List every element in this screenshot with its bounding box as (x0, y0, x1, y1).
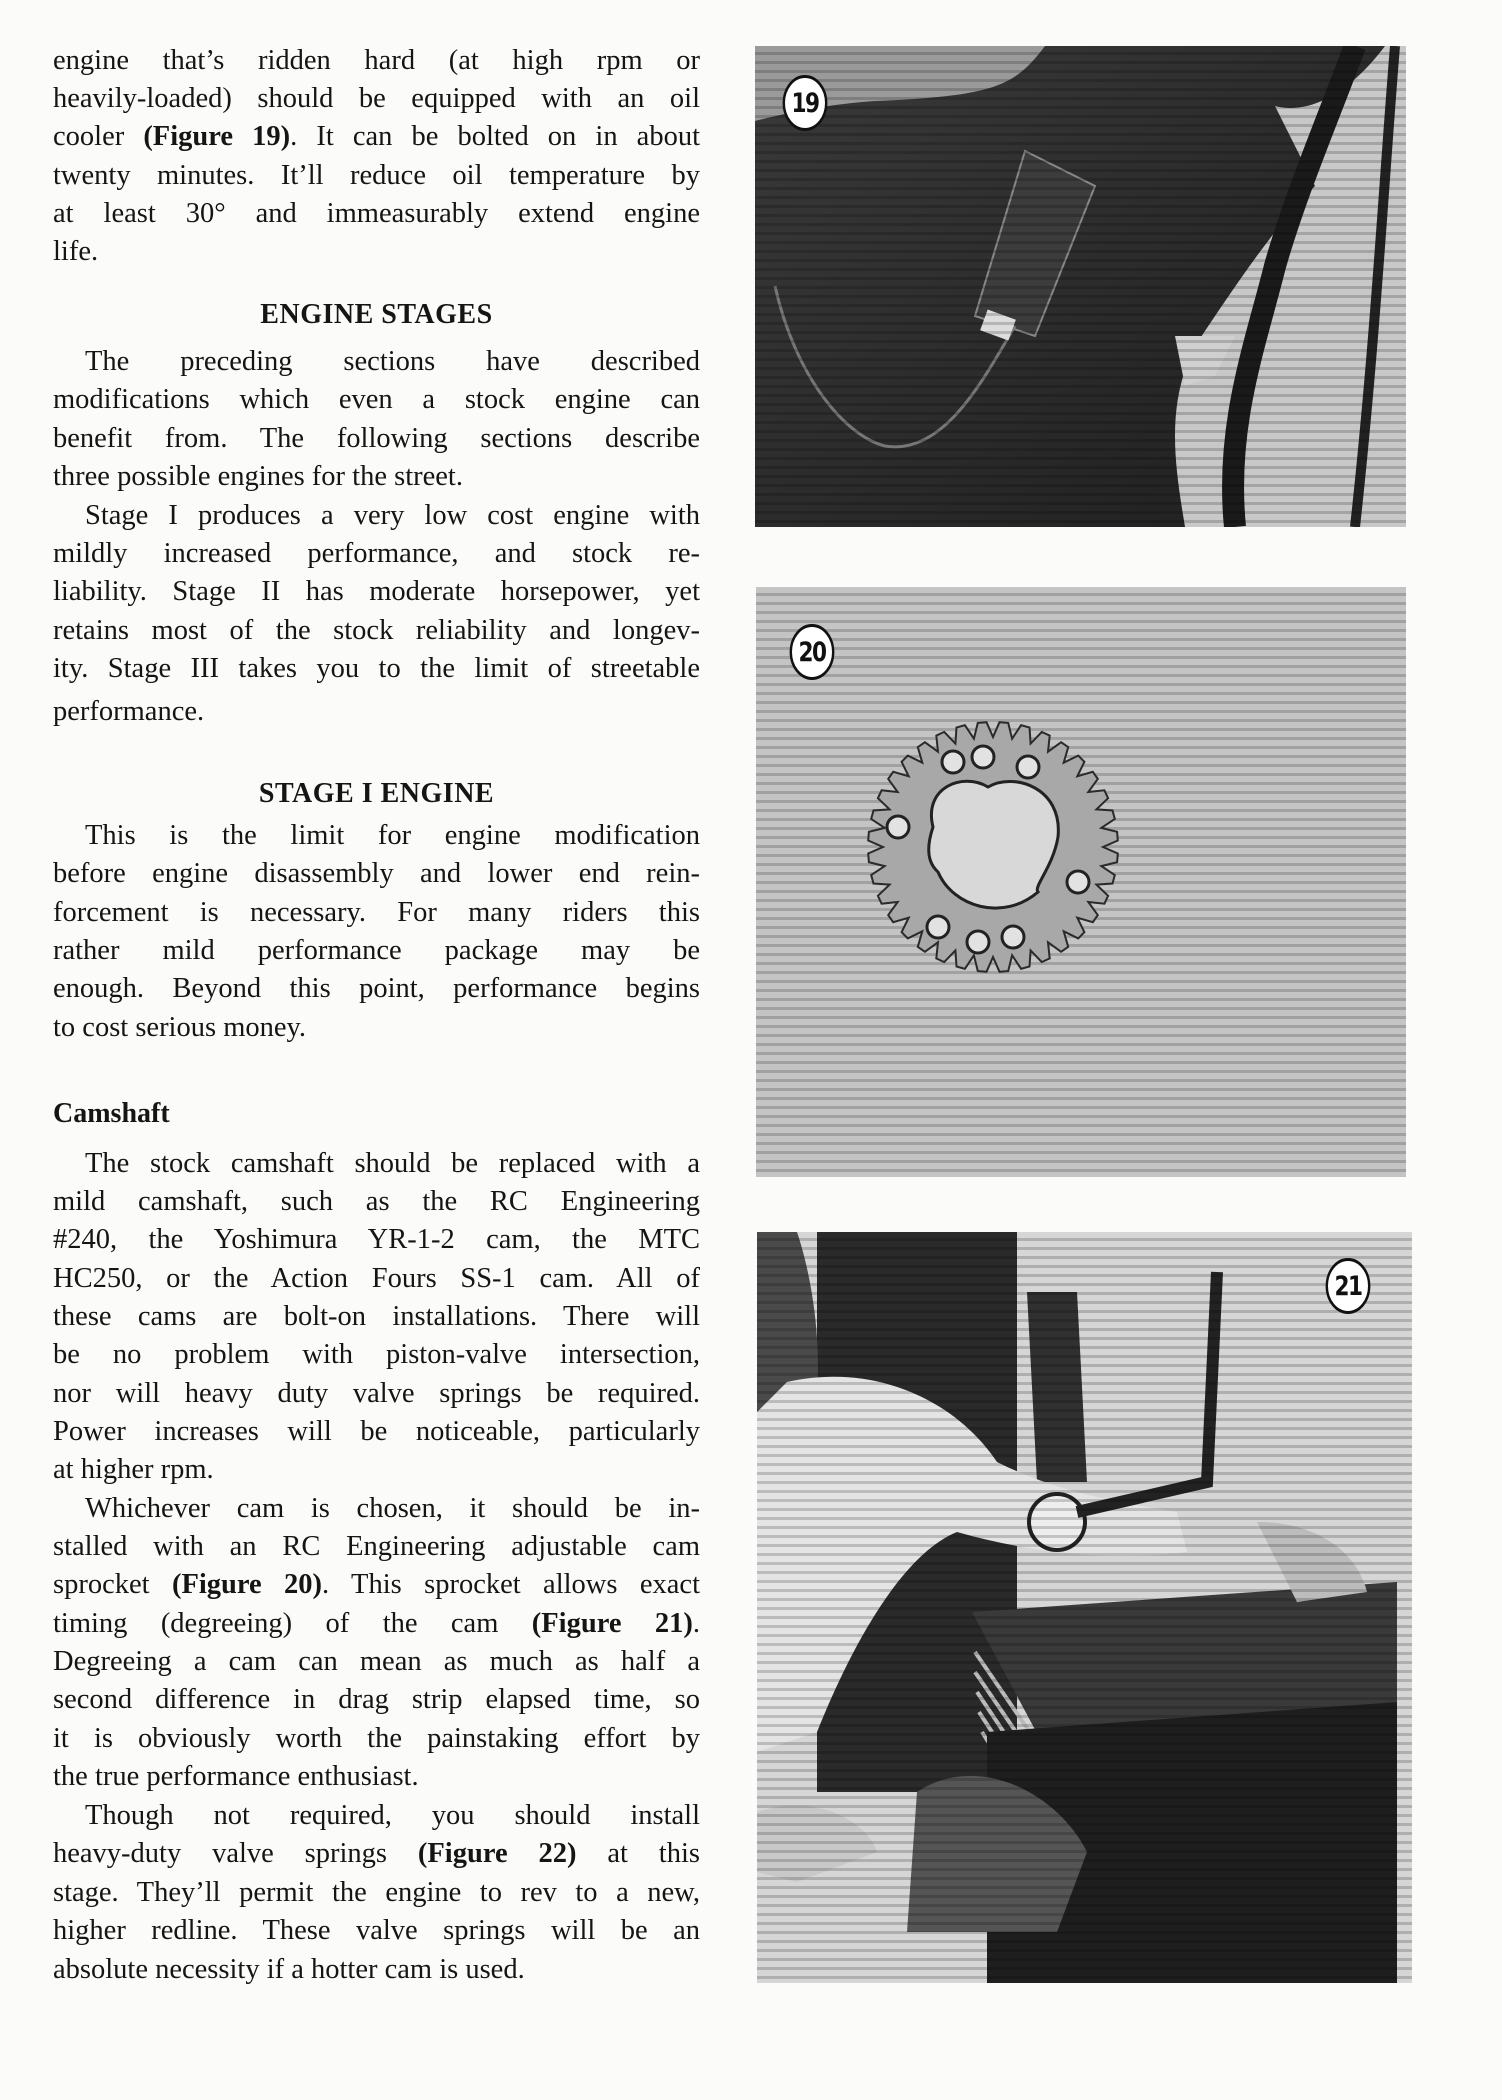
figure-21-photo (757, 1232, 1412, 1983)
text-line (53, 1011, 700, 1045)
text-run: at least 30° and immeasurably extend engine (53, 198, 700, 229)
text-line (53, 1683, 700, 1717)
text-run: to cost serious money. (53, 1012, 307, 1043)
sprocket-bolt-hole (967, 931, 989, 953)
text-run: twenty minutes. It’ll reduce oil temperature by (53, 160, 700, 191)
text-run: heavy-duty valve springs (53, 1838, 418, 1869)
figure-number-badge: 19 (783, 75, 828, 131)
figure-reference: (Figure 22) (417, 1838, 577, 1869)
text-line (53, 934, 700, 968)
text-run: benefit from. The following sections describe (53, 423, 700, 454)
text-run: modifications which even a stock engine can (53, 384, 700, 415)
text-line (53, 1722, 700, 1756)
oil-cooler-image (755, 46, 1406, 527)
text-line (53, 1300, 700, 1334)
text-line (53, 82, 700, 116)
camshaft-subheading: Camshaft (53, 1098, 170, 1129)
engine-stages-heading: ENGINE STAGES (260, 299, 493, 330)
text-run: retains most of the stock reliability and longev- (53, 615, 700, 646)
text-run: these cams are bolt-on installations. There will (53, 1301, 700, 1332)
figure-number-badge: 20 (790, 624, 835, 680)
sprocket-bolt-hole (1002, 926, 1024, 948)
text-run: The preceding sections have described (85, 346, 700, 377)
text-line (53, 614, 700, 648)
text-line (53, 197, 700, 231)
text-line (53, 120, 700, 154)
text-line (53, 1262, 700, 1296)
text-run: stage. They’ll permit the engine to rev to a new, (53, 1877, 700, 1908)
text-line (53, 44, 700, 78)
text-line (53, 695, 700, 729)
text-line (53, 1377, 700, 1411)
cam-sprocket-image (756, 587, 1406, 1177)
text-line (53, 1568, 700, 1602)
figure-19-photo (755, 46, 1406, 527)
text-line (53, 159, 700, 193)
text-line (53, 1645, 700, 1679)
text-line (53, 460, 700, 494)
text-line (53, 1607, 700, 1641)
text-run: HC250, or the Action Fours SS-1 cam. All of (53, 1263, 700, 1294)
text-run: Degreeing a cam can mean as much as half a (53, 1646, 700, 1677)
text-line (53, 1185, 700, 1219)
text-run: . It can be bolted on in about (290, 121, 700, 152)
sprocket-bolt-hole (927, 916, 949, 938)
figure-reference: (Figure 19) (143, 121, 291, 152)
figure-reference: (Figure 21) (531, 1608, 693, 1639)
text-run: before engine disassembly and lower end rein- (53, 858, 700, 889)
text-run: The stock camshaft should be replaced with a (85, 1148, 700, 1179)
text-line (53, 345, 700, 379)
text-line (53, 1147, 700, 1181)
text-run: the true performance enthusiast. (53, 1761, 419, 1792)
sprocket-bolt-hole (1067, 871, 1089, 893)
text-line (53, 235, 700, 269)
text-line (53, 652, 700, 686)
text-run: . (692, 1608, 700, 1639)
text-run: at higher rpm. (53, 1454, 214, 1485)
text-line (53, 575, 700, 609)
text-run: #240, the Yoshimura YR-1-2 cam, the MTC (53, 1224, 700, 1255)
cam-degreeing-image (757, 1232, 1412, 1983)
text-line (53, 499, 700, 533)
sprocket-bolt-hole (972, 746, 994, 768)
text-line (53, 383, 700, 417)
text-line (53, 1453, 700, 1487)
text-line (53, 1760, 700, 1794)
text-run: performance. (53, 696, 205, 727)
text-run: absolute necessity if a hotter cam is used. (53, 1954, 525, 1985)
text-line (53, 537, 700, 571)
text-line (53, 1530, 700, 1564)
text-run: enough. Beyond this point, performance begins (53, 973, 700, 1004)
sprocket-bolt-hole (887, 816, 909, 838)
sprocket-bolt-hole (942, 751, 964, 773)
text-line (53, 896, 700, 930)
text-run: engine that’s ridden hard (at high rpm or (53, 45, 700, 76)
text-run: Though not required, you should install (85, 1800, 700, 1831)
figure-number-badge: 21 (1326, 1258, 1371, 1314)
text-line (53, 1799, 700, 1833)
text-run: Whichever cam is chosen, it should be in- (85, 1493, 700, 1524)
figure-20-photo (756, 587, 1406, 1177)
stage-one-heading: STAGE I ENGINE (258, 778, 495, 809)
text-line (53, 422, 700, 456)
text-run: forcement is necessary. For many riders this (53, 897, 700, 928)
text-run: rather mild performance package may be (53, 935, 700, 966)
text-line (53, 1338, 700, 1372)
text-run: This is the limit for engine modification (85, 820, 700, 851)
text-line (53, 1914, 700, 1948)
text-line (53, 1837, 700, 1871)
text-run: sprocket (53, 1569, 172, 1600)
text-run: second difference in drag strip elapsed time, so (53, 1684, 700, 1715)
text-run: mildly increased performance, and stock re- (53, 538, 700, 569)
text-run: timing (degreeing) of the cam (53, 1608, 532, 1639)
text-run: three possible engines for the street. (53, 461, 463, 492)
text-line (53, 1492, 700, 1526)
text-line (53, 857, 700, 891)
text-line (53, 1953, 700, 1987)
sprocket-bolt-hole (1017, 756, 1039, 778)
text-line (53, 819, 700, 853)
text-run: cooler (53, 121, 144, 152)
text-run: stalled with an RC Engineering adjustable cam (53, 1531, 700, 1562)
text-line (53, 972, 700, 1006)
text-run: it is obviously worth the painstaking effort by (53, 1723, 700, 1754)
sprocket-drawing (868, 722, 1118, 972)
text-line (53, 1876, 700, 1910)
text-run: nor will heavy duty valve springs be required. (53, 1378, 700, 1409)
text-run: Stage I produces a very low cost engine with (85, 500, 700, 531)
text-run: be no problem with piston-valve intersection, (53, 1339, 700, 1370)
text-run: Power increases will be noticeable, particularly (53, 1416, 700, 1447)
text-run: . This sprocket allows exact (322, 1569, 700, 1600)
text-run: life. (53, 236, 99, 267)
text-run: ity. Stage III takes you to the limit of streetable (53, 653, 700, 684)
text-run: heavily-loaded) should be equipped with an oil (53, 83, 700, 114)
text-run: at this (576, 1838, 700, 1869)
text-run: liability. Stage II has moderate horsepower, yet (53, 576, 700, 607)
text-line (53, 1223, 700, 1257)
figure-reference: (Figure 20) (171, 1569, 323, 1600)
text-line (53, 1415, 700, 1449)
text-run: higher redline. These valve springs will be an (53, 1915, 700, 1946)
text-run: mild camshaft, such as the RC Engineering (53, 1186, 700, 1217)
